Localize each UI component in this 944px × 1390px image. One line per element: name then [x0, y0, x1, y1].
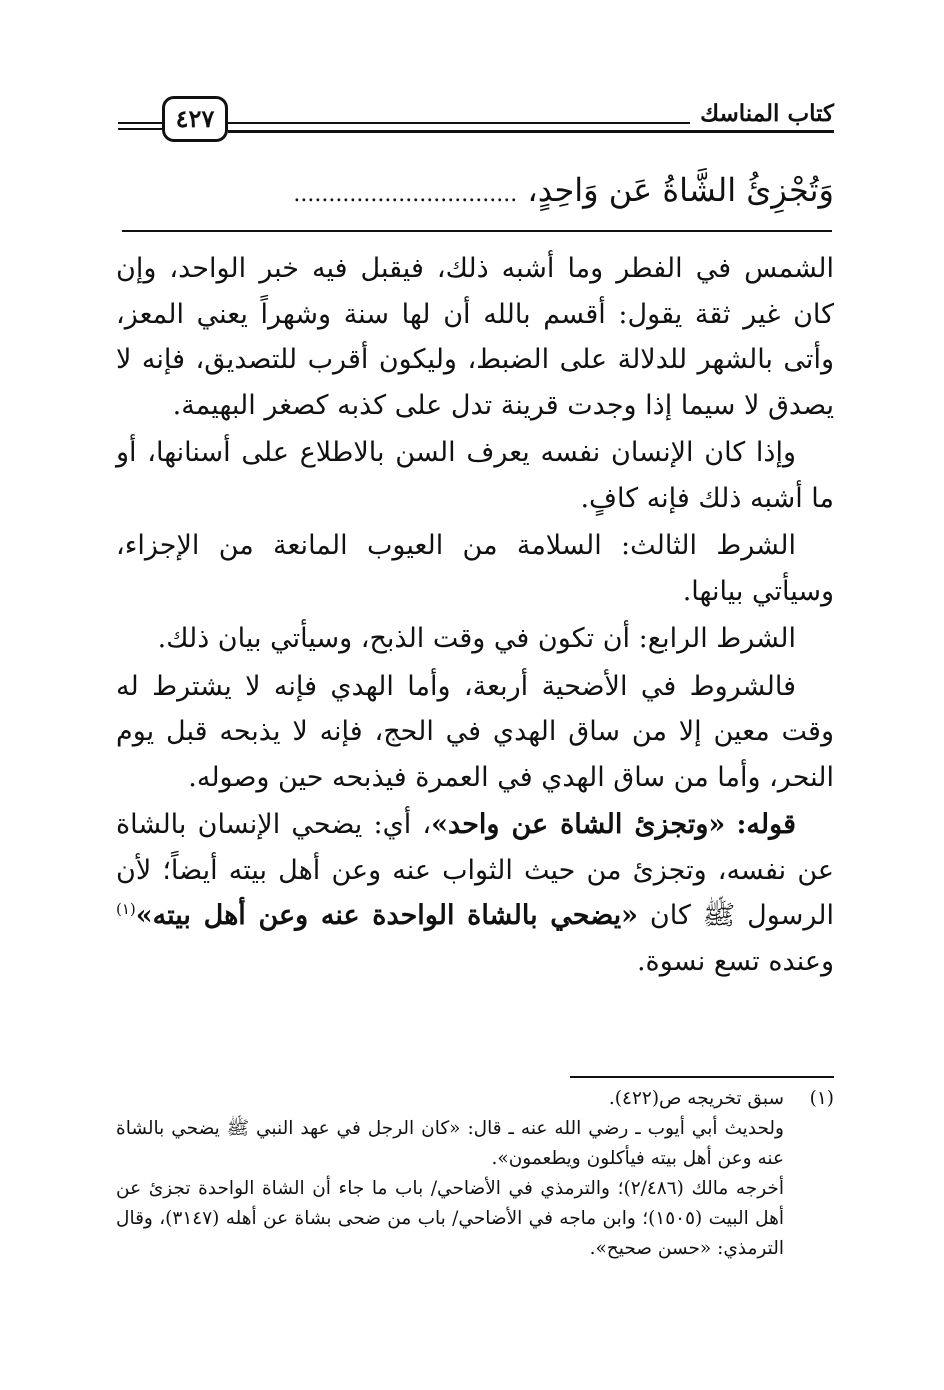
footnote-line: سبق تخريجه ص(٤٢٢). [608, 1088, 784, 1109]
header-rule-left-2 [118, 128, 162, 130]
matn-separator [122, 230, 832, 232]
page-header [118, 96, 834, 152]
book-title: كتاب المناسك [700, 100, 834, 127]
paragraph-1: الشمس في الفطر وما أشبه ذلك، فيقبل فيه خبر الواحد، وإن كان غير ثقة يقول: أقسم بالله أن لها سنة وشهراً يعني المعز، وأتى بالشهر للدلالة على الضبط، وليكون أقرب للتصديق، فإنه لا يصدق لا سيما إذا وجدت قرينة تدل على كذبه كصغر البهيمة. [116, 253, 834, 421]
footnote-line: ولحديث أبي أيوب ـ رضي الله عنه ـ قال: «كان الرجل في عهد النبي ﷺ يضحي بالشاة عنه وعن أهل بيته فيأكلون ويطعمون». [116, 1118, 784, 1169]
body-text [116, 246, 834, 986]
paragraph-3: الشرط الثالث: السلامة من العيوب المانعة من الإجزاء، وسيأتي بيانها. [116, 530, 834, 607]
footnote-line: أخرجه مالك (٢/٤٨٦)؛ والترمذي في الأضاحي/ باب ما جاء أن الشاة الواحدة تجزئ عن أهل البيت (١٥٠٥)؛ وابن ماجه في الأضاحي/ باب من ضحى بشاة عن أهله (٣١٤٧)، وقال الترمذي: «حسن صحيح». [116, 1178, 784, 1259]
footnote-1 [116, 1084, 834, 1264]
paragraph-4: الشرط الرابع: أن تكون في وقت الذبح، وسيأتي بيان ذلك. [157, 623, 796, 654]
header-rule-left-1 [118, 122, 162, 124]
hadith-quote: «يضحي بالشاة الواحدة عنه وعن أهل بيته» [135, 900, 639, 931]
footnote-ref: (١) [116, 900, 136, 918]
matn-text: وَتُجْزِئُ الشَّاةُ عَن وَاحِدٍ، [527, 171, 834, 209]
paragraph-6-text-1: ، أي: يضحي الإنسان بالشاة عن نفسه، وتجزئ من حيث الثواب عنه وعن أهل بيته أيضاً؛ لأن الرسول ﷺ كان [116, 809, 834, 931]
header-rule-right-2 [228, 130, 834, 133]
matn-dots: ................................ [293, 182, 518, 207]
footnote-body [116, 1084, 784, 1264]
page-number: ٤٢٧ [162, 96, 228, 142]
footnote-number: (١) [809, 1088, 834, 1109]
matn-quote: «وتجزئ الشاة عن واحد» [431, 809, 726, 840]
paragraph-6-text-2: وعنده تسع نسوة. [636, 945, 834, 977]
qawluh-label: قوله: [736, 809, 796, 840]
paragraph-2: وإذا كان الإنسان نفسه يعرف السن بالاطلاع على أسنانها، أو ما أشبه ذلك فإنه كافٍ. [116, 437, 834, 514]
header-rule-right-1 [228, 122, 690, 124]
paragraph-6 [116, 802, 834, 984]
footnote-separator [570, 1076, 834, 1078]
footnotes [116, 1084, 834, 1264]
paragraph-5: فالشروط في الأضحية أربعة، وأما الهدي فإنه لا يشترط له وقت معين إلا من ساق الهدي في الحج، فإنه لا يذبحه قبل يوم النحر، وأما من ساق الهدي في العمرة فيذبحه حين وصوله. [116, 670, 834, 793]
matn-line [114, 165, 834, 220]
